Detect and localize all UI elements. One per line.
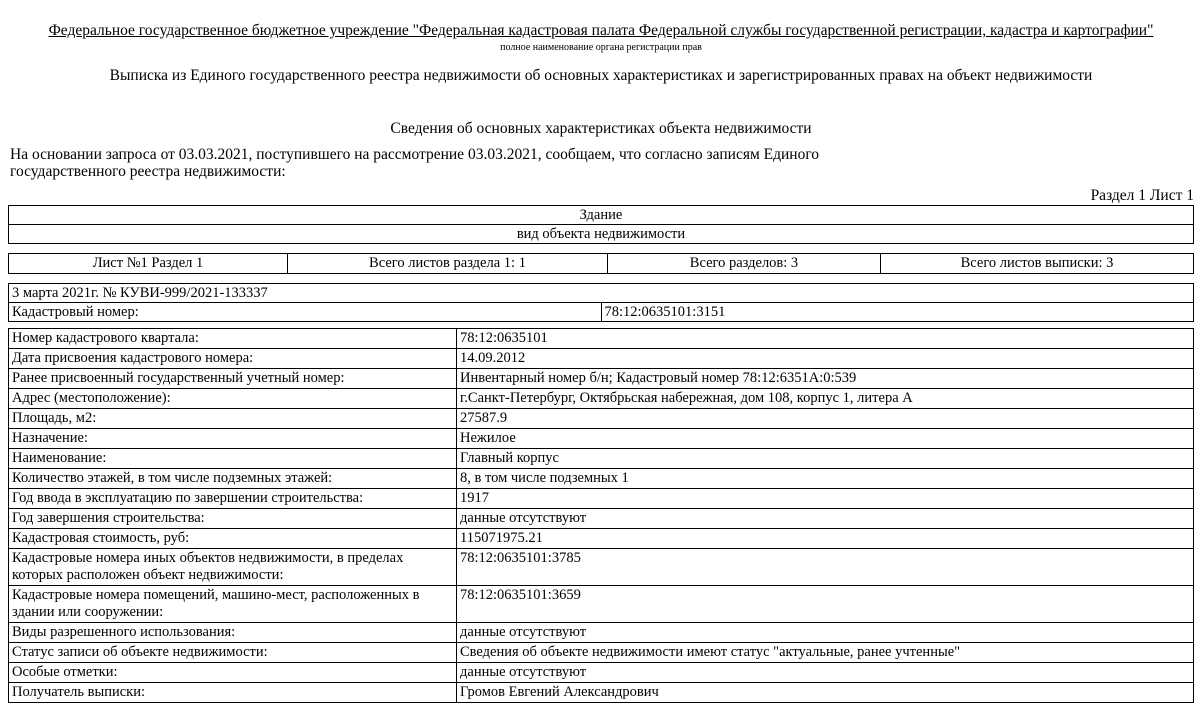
table-row	[9, 549, 1194, 586]
row-label: Особые отметки:	[9, 663, 457, 683]
row-label: Номер кадастрового квартала:	[9, 329, 457, 349]
row-value: 78:12:0635101	[457, 329, 1194, 349]
row-value: 8, в том числе подземных 1	[457, 469, 1194, 489]
statement-date-number: 3 марта 2021г. № КУВИ-999/2021-133337	[9, 284, 1194, 303]
table-row	[9, 663, 1194, 683]
sections-count: Всего разделов: 3	[608, 254, 881, 274]
row-value: Главный корпус	[457, 449, 1194, 469]
row-label: Количество этажей, в том числе подземных этажей:	[9, 469, 457, 489]
row-value: Инвентарный номер б/н; Кадастровый номер 78:12:6351А:0:539	[457, 369, 1194, 389]
table-row	[9, 429, 1194, 449]
row-label: Площадь, м2:	[9, 409, 457, 429]
row-value: данные отсутствуют	[457, 509, 1194, 529]
table-row	[9, 586, 1194, 623]
row-value: Сведения об объекте недвижимости имеют статус "актуальные, ранее учтенные"	[457, 643, 1194, 663]
row-label: Виды разрешенного использования:	[9, 623, 457, 643]
row-label: Год ввода в эксплуатацию по завершении строительства:	[9, 489, 457, 509]
characteristics-body	[9, 329, 1194, 703]
row-label: Кадастровая стоимость, руб:	[9, 529, 457, 549]
cadastral-number-value: 78:12:0635101:3151	[601, 303, 1194, 322]
table-row	[9, 643, 1194, 663]
section-reference: Раздел 1 Лист 1	[1090, 187, 1194, 204]
table-row	[9, 529, 1194, 549]
section-title: Сведения об основных характеристиках объекта недвижимости	[390, 120, 812, 137]
statement-header-table	[8, 283, 1194, 322]
row-value: 78:12:0635101:3785	[457, 549, 1194, 586]
table-row	[9, 369, 1194, 389]
row-label: Дата присвоения кадастрового номера:	[9, 349, 457, 369]
object-type-table	[8, 205, 1194, 244]
row-value: Нежилое	[457, 429, 1194, 449]
table-row	[9, 389, 1194, 409]
row-value: 27587.9	[457, 409, 1194, 429]
table-row	[9, 509, 1194, 529]
row-value: данные отсутствуют	[457, 663, 1194, 683]
row-value: 115071975.21	[457, 529, 1194, 549]
object-type: Здание	[9, 206, 1194, 225]
row-label: Наименование:	[9, 449, 457, 469]
row-value: 78:12:0635101:3659	[457, 586, 1194, 623]
section-sheets-count: Всего листов раздела 1: 1	[288, 254, 608, 274]
row-value: 1917	[457, 489, 1194, 509]
sheet-number: Лист №1 Раздел 1	[9, 254, 288, 274]
table-row	[9, 623, 1194, 643]
table-row	[9, 469, 1194, 489]
organization-caption: полное наименование органа регистрации прав	[500, 42, 702, 53]
row-label: Получатель выписки:	[9, 683, 457, 703]
intro-text: На основании запроса от 03.03.2021, поступившего на рассмотрение 03.03.2021, сообщаем, что согласно записям Единого государственного реестра недвижимости:	[10, 146, 820, 180]
row-label: Ранее присвоенный государственный учетный номер:	[9, 369, 457, 389]
row-value: данные отсутствуют	[457, 623, 1194, 643]
row-value: 14.09.2012	[457, 349, 1194, 369]
row-label: Назначение:	[9, 429, 457, 449]
document-title: Выписка из Единого государственного реестра недвижимости об основных характеристиках и зарегистрированных правах на объект недвижимости	[109, 67, 1093, 84]
row-label: Статус записи об объекте недвижимости:	[9, 643, 457, 663]
row-label: Кадастровые номера помещений, машино-мест, расположенных в здании или сооружении:	[9, 586, 457, 623]
table-row	[9, 449, 1194, 469]
row-label: Год завершения строительства:	[9, 509, 457, 529]
row-value: Громов Евгений Александрович	[457, 683, 1194, 703]
table-row	[9, 329, 1194, 349]
row-value: г.Санкт-Петербург, Октябрьская набережная, дом 108, корпус 1, литера А	[457, 389, 1194, 409]
table-row	[9, 409, 1194, 429]
organization-name: Федеральное государственное бюджетное учреждение "Федеральная кадастровая палата Федеральной службы государственной регистрации, кадастра и картографии"	[48, 22, 1154, 39]
total-sheets-count: Всего листов выписки: 3	[881, 254, 1194, 274]
row-label: Кадастровые номера иных объектов недвижимости, в пределах которых расположен объект недвижимости:	[9, 549, 457, 586]
table-row	[9, 349, 1194, 369]
sheet-info-table	[8, 253, 1194, 274]
cadastral-number-label: Кадастровый номер:	[9, 303, 602, 322]
characteristics-table	[8, 328, 1194, 703]
row-label: Адрес (местоположение):	[9, 389, 457, 409]
object-type-caption: вид объекта недвижимости	[9, 225, 1194, 244]
table-row	[9, 489, 1194, 509]
table-row	[9, 683, 1194, 703]
